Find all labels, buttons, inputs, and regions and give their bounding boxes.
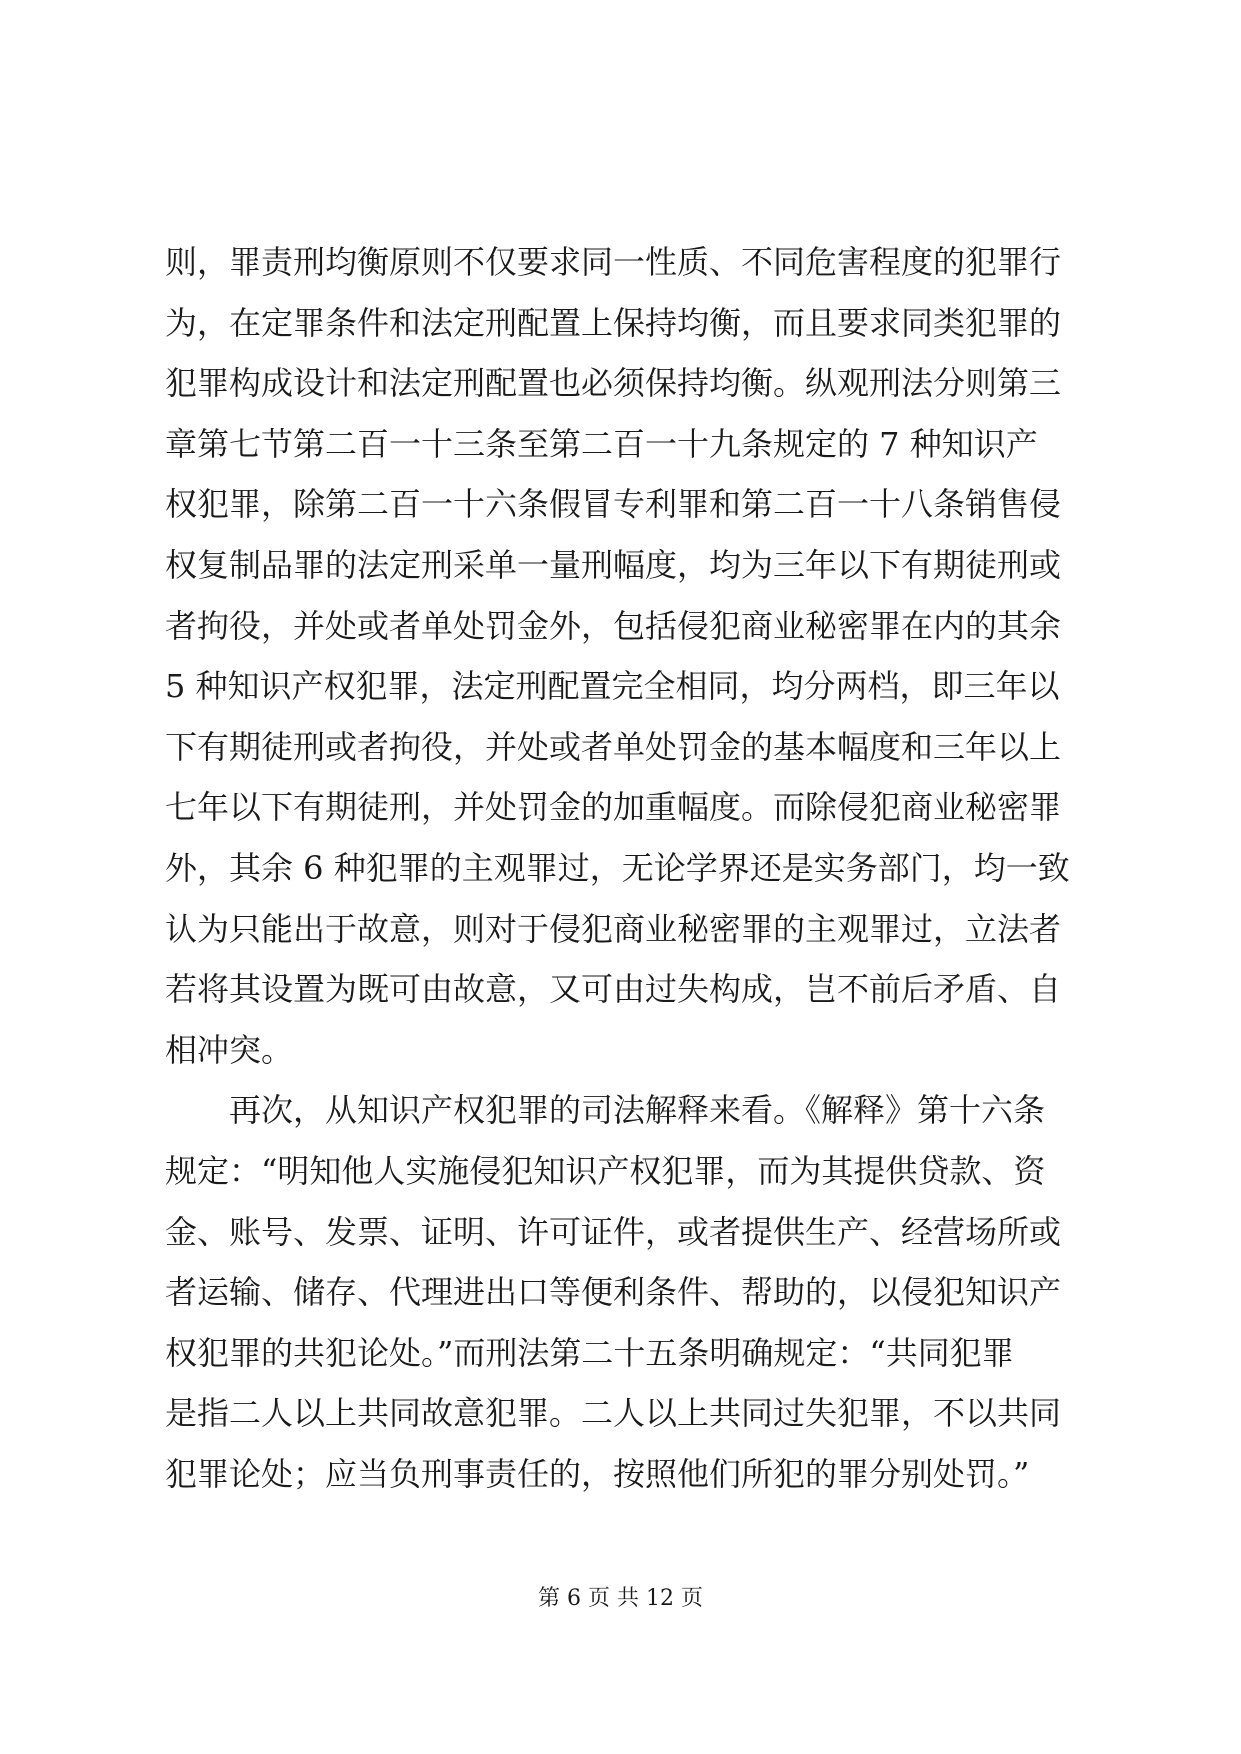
text-line: 犯罪构成设计和法定刑配置也必须保持均衡。纵观刑法分则第三 (165, 364, 1062, 403)
text-line: 权复制品罪的法定刑采单一量刑幅度，均为三年以下有期徒刑或 (165, 545, 1062, 584)
text-line: 者运输、储存、代理进出口等便利条件、帮助的，以侵犯知识产 (165, 1273, 1062, 1312)
text-line: 犯罪论处；应当负刑事责任的，按照他们所犯的罪分别处罚。” (165, 1454, 1030, 1493)
text-line: 相冲突。 (165, 1030, 294, 1069)
text-line: 下有期徒刑或者拘役，并处或者单处罚金的基本幅度和三年以上 (165, 727, 1062, 766)
text-line: 金、账号、发票、证明、许可证件，或者提供生产、经营场所或 (165, 1212, 1062, 1251)
text-line: 是指二人以上共同故意犯罪。二人以上共同过失犯罪，不以共同 (165, 1394, 1062, 1433)
text-line: 认为只能出于故意，则对于侵犯商业秘密罪的主观罪过，立法者 (165, 909, 1062, 948)
page-number-footer: 第 6 页 共 12 页 (538, 1586, 703, 1611)
text-line: 再次，从知识产权犯罪的司法解释来看。《解释》第十六条 (165, 1091, 1046, 1130)
text-line: 为，在定罪条件和法定刑配置上保持均衡，而且要求同类犯罪的 (165, 303, 1062, 342)
text-line: 七年以下有期徒刑，并处罚金的加重幅度。而除侵犯商业秘密罪 (165, 788, 1062, 827)
text-line: 外，其余 6 种犯罪的主观罪过，无论学界还是实务部门，均一致 (165, 848, 1070, 887)
text-line: 权犯罪，除第二百一十六条假冒专利罪和第二百一十八条销售侵 (165, 485, 1062, 524)
text-line: 若将其设置为既可由故意，又可由过失构成，岂不前后矛盾、自 (165, 970, 1062, 1009)
text-line: 5 种知识产权犯罪，法定刑配置完全相同，均分两档，即三年以 (165, 667, 1060, 706)
text-line: 章第七节第二百一十三条至第二百一十九条规定的 7 种知识产 (165, 424, 1038, 463)
body-text (165, 232, 1075, 1504)
text-line: 则，罪责刑均衡原则不仅要求同一性质、不同危害程度的犯罪行 (165, 243, 1062, 281)
text-line: 权犯罪的共犯论处。”而刑法第二十五条明确规定：“共同犯罪 (165, 1333, 1014, 1372)
text-line: 规定：“明知他人实施侵犯知识产权犯罪，而为其提供贷款、资 (165, 1151, 1046, 1190)
text-line: 者拘役，并处或者单处罚金外，包括侵犯商业秘密罪在内的其余 (165, 606, 1062, 645)
